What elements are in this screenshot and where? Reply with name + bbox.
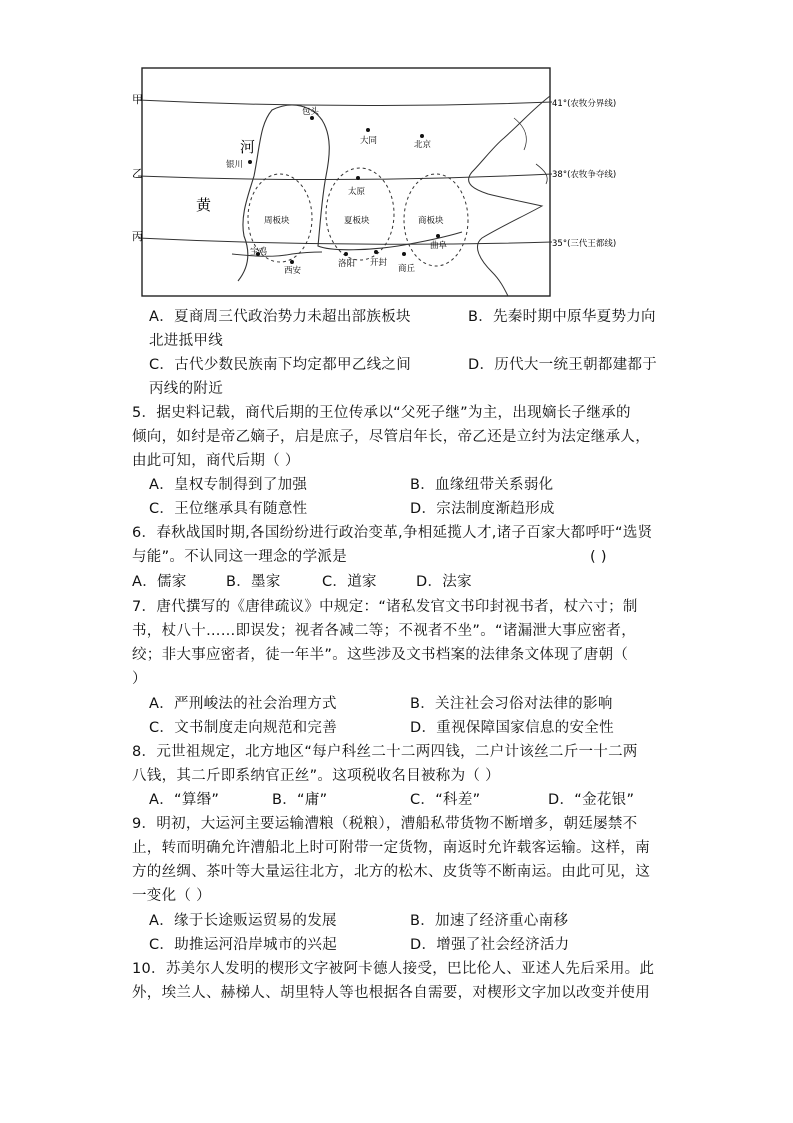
city-label-qufu: 曲阜 — [430, 241, 448, 251]
city-label-baotou: 包头 — [302, 107, 320, 117]
q10-stem-line: 外，埃兰人、赫梯人、胡里特人等也根据各自需要，对楔形文字加以改变并使用 — [132, 985, 650, 1001]
city-dot — [344, 252, 348, 256]
q8-stem-line: 8．元世祖规定，北方地区“每户科丝二十二两四钱，二户计该丝二斤一十二两 — [132, 744, 638, 760]
q9-stem-line: 一变化（ ） — [132, 888, 211, 904]
line-label-35: 35°(三代王都线) — [552, 239, 617, 249]
q5-option-d: D．宗法制度渐趋形成 — [410, 501, 555, 517]
q9-stem-line: 止，转而明确允许漕船北上时可附带一定货物，南返时允许载客运输。这样，南 — [132, 840, 650, 856]
line-label-38: 38°(农牧争夺线) — [552, 170, 617, 180]
q8-option-d: D．“金花银” — [548, 792, 635, 808]
q9-option-b: B．加速了经济重心南移 — [410, 913, 569, 929]
city-dot — [290, 260, 294, 264]
q7-stem-line: 书，杖八十……即误发；视者各减二等；不视者不坐”。“诸漏泄大事应密者， — [132, 623, 637, 639]
q8-option-a: A．“算缗” — [149, 792, 220, 808]
city-label-kaifeng: 开封 — [370, 258, 388, 268]
city-label-taiyuan: 太原 — [348, 187, 366, 197]
q9-stem-line: 9．明初，大运河主要运输漕粮（税粮），漕船私带货物不断增多，朝廷屡禁不 — [132, 816, 638, 832]
city-dot — [248, 160, 252, 164]
q5-stem-line: 5．据史料记载，商代后期的王位传承以“父死子继”为主，出现嫡长子继承的 — [132, 405, 631, 421]
river-char-huang: 黄 — [196, 196, 212, 214]
q7-stem-line: 绞；非大事应密者，徒一年半”。这些涉及文书档案的法律条文体现了唐朝（ — [132, 647, 629, 663]
q8-option-b: B．“庸” — [272, 792, 328, 808]
q7-stem-line: 7．唐代撰写的《唐律疏议》中规定：“诸私发官文书印封视书者，杖六寸；制 — [132, 599, 638, 615]
block-label-xia: 夏板块 — [344, 216, 370, 226]
city-dot — [366, 128, 370, 132]
block-label-zhou: 周板块 — [264, 216, 290, 226]
city-label-xian: 西安 — [284, 266, 302, 276]
city-dot — [436, 234, 440, 238]
historical-map — [132, 66, 647, 300]
q6-answer-paren: ( ) — [590, 549, 607, 565]
q9-option-c: C．助推运河沿岸城市的兴起 — [149, 937, 338, 953]
q9-stem-line: 方的丝绸、茶叶等大量运往北方，北方的松木、皮货等不断南运。由此可见，这 — [132, 864, 650, 880]
city-dot — [356, 176, 360, 180]
map-label-bing: 丙 — [132, 230, 143, 243]
city-label-shangqiu: 商丘 — [398, 264, 416, 274]
q4-option-a: A．夏商周三代政治势力未超出部族板块 — [149, 309, 411, 325]
q8-option-c: C．“科差” — [410, 792, 481, 808]
block-label-shang: 商板块 — [418, 216, 444, 226]
q10-stem-line: 10．苏美尔人发明的楔形文字被阿卡德人接受，巴比伦人、亚述人先后采用。此 — [132, 961, 655, 977]
city-label-beijing: 北京 — [414, 140, 432, 150]
q7-option-b: B．关注社会习俗对法律的影响 — [410, 696, 613, 712]
river-char-he: 河 — [240, 138, 256, 156]
q6-option-d: D．法家 — [416, 574, 472, 590]
q4-option-d-cont: 丙线的附近 — [149, 381, 223, 397]
q5-option-a: A．皇权专制得到了加强 — [149, 477, 308, 493]
city-dot — [374, 250, 378, 254]
city-label-baoji: 宝鸡 — [250, 247, 268, 257]
city-dot — [402, 252, 406, 256]
line-label-41: 41°(农牧分界线) — [552, 99, 617, 109]
q4-option-b: B．先秦时期中原华夏势力向 — [468, 309, 656, 325]
q5-option-b: B．血缘纽带关系弱化 — [410, 477, 554, 493]
city-label-luoyang: 洛阳 — [338, 259, 356, 269]
q6-option-c: C．道家 — [322, 574, 377, 590]
city-label-datong: 大同 — [360, 136, 378, 146]
q6-stem-line: 6．春秋战国时期,各国纷纷进行政治变革,争相延揽人才,诸子百家大都呼吁“选贤 — [132, 525, 653, 541]
q4-option-d: D．历代大一统王朝都建都于 — [468, 357, 658, 373]
q6-option-b: B．墨家 — [226, 574, 281, 590]
q8-stem-line: 八钱，其二斤即系纳官正丝”。这项税收名目被称为（ ） — [132, 768, 500, 784]
q7-option-d: D．重视保障国家信息的安全性 — [410, 720, 614, 736]
q6-option-a: A．儒家 — [132, 574, 187, 590]
q5-stem-line: 倾向，如纣是帝乙嫡子，启是庶子，尽管启年长，帝乙还是立纣为法定继承人， — [132, 429, 650, 445]
q7-option-c: C．文书制度走向规范和完善 — [149, 720, 338, 736]
q5-stem-line: 由此可知，商代后期（ ） — [132, 453, 300, 469]
map-figure — [132, 66, 647, 300]
city-label-yinchuan: 银川 — [226, 160, 244, 170]
map-label-yi: 乙 — [132, 167, 143, 180]
q6-stem-line: 与能”。不认同这一理念的学派是 — [132, 549, 348, 565]
q4-option-b-cont: 北进抵甲线 — [149, 333, 223, 349]
city-dot — [420, 134, 424, 138]
q7-option-a: A．严刑峻法的社会治理方式 — [149, 696, 337, 712]
q9-option-d: D．增强了社会经济活力 — [410, 937, 570, 953]
q9-option-a: A．缘于长途贩运贸易的发展 — [149, 913, 337, 929]
q4-option-c: C．古代少数民族南下均定都甲乙线之间 — [149, 357, 412, 373]
map-label-jia: 甲 — [132, 93, 143, 106]
q5-option-c: C．王位继承具有随意性 — [149, 501, 308, 517]
q7-stem-line: ） — [132, 671, 147, 687]
